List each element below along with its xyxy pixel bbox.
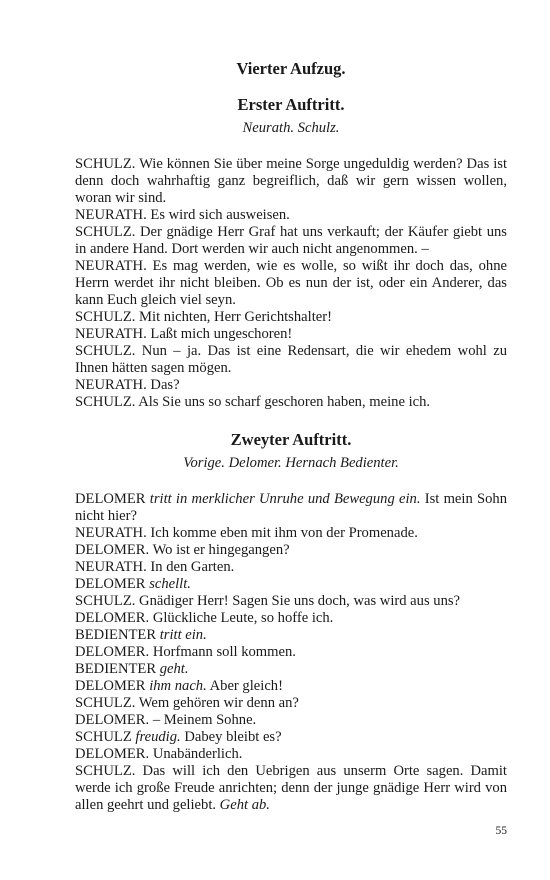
speech-text: Als Sie uns so scharf geschoren haben, meine ich. — [135, 394, 431, 410]
act-title: Vierter Aufzug. — [236, 59, 346, 78]
scenes-container — [75, 94, 507, 814]
scene-cast-list: Neurath. Schulz. — [242, 120, 340, 136]
speaker-name: SCHULZ. — [75, 156, 136, 172]
speaker-name: DELOMER — [75, 491, 146, 507]
speaker-name: NEURATH. — [75, 258, 147, 274]
speech-text: Ich komme eben mit ihm von der Promenade. — [146, 525, 418, 541]
speaker-name: SCHULZ. — [75, 763, 136, 779]
scene-gap — [75, 411, 507, 429]
stage-direction: tritt in merklicher Unruhe und Bewegung ein. — [145, 491, 421, 507]
speech-line — [75, 678, 507, 695]
speech-text-after: Aber gleich! — [206, 678, 283, 694]
scene-block — [75, 94, 507, 411]
speech-line — [75, 491, 507, 525]
speaker-name: DELOMER — [75, 678, 146, 694]
speech-line — [75, 576, 507, 593]
speaker-name: DELOMER. — [75, 746, 150, 762]
speech-line — [75, 593, 507, 610]
speaker-name: SCHULZ. — [75, 695, 136, 711]
speaker-name: SCHULZ — [75, 729, 132, 745]
speech-text: Nun – ja. Das ist eine Redensart, die wir ehedem wohl zu Ihnen hätten sagen mögen. — [75, 343, 507, 376]
speech-text: Wem gehören wir denn an? — [135, 695, 299, 711]
speech-line — [75, 326, 507, 343]
speech-line — [75, 258, 507, 309]
speech-text: Das will ich den Uebrigen aus unserm Orte sagen. Damit werde ich große Freude anrichten; denn der junge gnädige Herr wird von allen geehrt und geliebt. — [75, 763, 507, 813]
speaker-name: SCHULZ. — [75, 343, 136, 359]
speech-text: – Meinem Sohne. — [149, 712, 257, 728]
speech-line — [75, 627, 507, 644]
speech-line — [75, 343, 507, 377]
speaker-name: SCHULZ. — [75, 309, 136, 325]
speaker-name: SCHULZ. — [75, 593, 136, 609]
speech-line — [75, 224, 507, 258]
stage-direction: ihm nach. — [145, 678, 207, 694]
speech-text: Mit nichten, Herr Gerichtshalter! — [135, 309, 332, 325]
stage-direction: schellt. — [145, 576, 191, 592]
page-number: 55 — [495, 825, 507, 837]
speech-line — [75, 712, 507, 729]
speech-line — [75, 661, 507, 678]
speaker-name: DELOMER — [75, 576, 146, 592]
speaker-name: BEDIENTER — [75, 661, 157, 677]
speech-text: Wo ist er hingegangen? — [149, 542, 290, 558]
speech-text: Wie können Sie über meine Sorge ungeduldig werden? Das ist denn doch wahrhaftig ganz begreiflich, daß wir gern wissen wollen, woran wir sind. — [75, 156, 507, 206]
scene-block — [75, 429, 507, 814]
speech-line — [75, 156, 507, 207]
speech-text: Gnädiger Herr! Sagen Sie uns doch, was wird aus uns? — [135, 593, 461, 609]
speech-text: Laßt mich ungeschoren! — [146, 326, 293, 342]
speaker-name: NEURATH. — [75, 559, 147, 575]
speaker-name: SCHULZ. — [75, 224, 136, 240]
page-content — [75, 56, 507, 814]
speech-text-after: Ist mein Sohn nicht hier? — [75, 491, 508, 524]
stage-direction: Geht ab. — [216, 797, 270, 813]
speech-line — [75, 377, 507, 394]
speaker-name: NEURATH. — [75, 525, 147, 541]
stage-direction: freudig. — [131, 729, 181, 745]
speech-line — [75, 746, 507, 763]
speech-line — [75, 729, 507, 746]
scene-title: Zweyter Auftritt. — [230, 430, 352, 449]
speaker-name: BEDIENTER — [75, 627, 157, 643]
speech-line — [75, 763, 507, 814]
speech-line — [75, 394, 507, 411]
speech-text: Es mag werden, wie es wolle, so wißt ihr doch das, ohne Herrn werdet ihr nicht bleiben. Ob es nun der ist, oder ein Anderer, das kann Euch gleich viel seyn. — [75, 258, 507, 308]
speaker-name: DELOMER. — [75, 712, 150, 728]
speech-text: Unabänderlich. — [149, 746, 243, 762]
speech-line — [75, 610, 507, 627]
speaker-name: NEURATH. — [75, 326, 147, 342]
speech-text: Glückliche Leute, so hoffe ich. — [149, 610, 334, 626]
speaker-name: NEURATH. — [75, 207, 147, 223]
stage-direction: geht. — [156, 661, 189, 677]
scene-title: Erster Auftritt. — [237, 95, 345, 114]
speech-line — [75, 644, 507, 661]
speech-text: Horfmann soll kommen. — [149, 644, 296, 660]
speech-text: In den Garten. — [146, 559, 235, 575]
speech-line — [75, 559, 507, 576]
scene-cast-list: Vorige. Delomer. Hernach Bedienter. — [183, 455, 399, 471]
speaker-name: DELOMER. — [75, 644, 150, 660]
speech-text-after: Dabey bleibt es? — [180, 729, 282, 745]
speech-line — [75, 525, 507, 542]
speech-line — [75, 695, 507, 712]
stage-direction: tritt ein. — [156, 627, 207, 643]
speaker-name: DELOMER. — [75, 610, 150, 626]
speech-line — [75, 542, 507, 559]
speech-text: Das? — [146, 377, 180, 393]
speaker-name: DELOMER. — [75, 542, 150, 558]
speech-line — [75, 309, 507, 326]
speaker-name: NEURATH. — [75, 377, 147, 393]
speech-line — [75, 207, 507, 224]
speaker-name: SCHULZ. — [75, 394, 136, 410]
speech-text: Der gnädige Herr Graf hat uns verkauft; der Käufer giebt uns in andere Hand. Dort werden wir auch nicht angenommen. – — [75, 224, 507, 257]
speech-text: Es wird sich ausweisen. — [146, 207, 290, 223]
